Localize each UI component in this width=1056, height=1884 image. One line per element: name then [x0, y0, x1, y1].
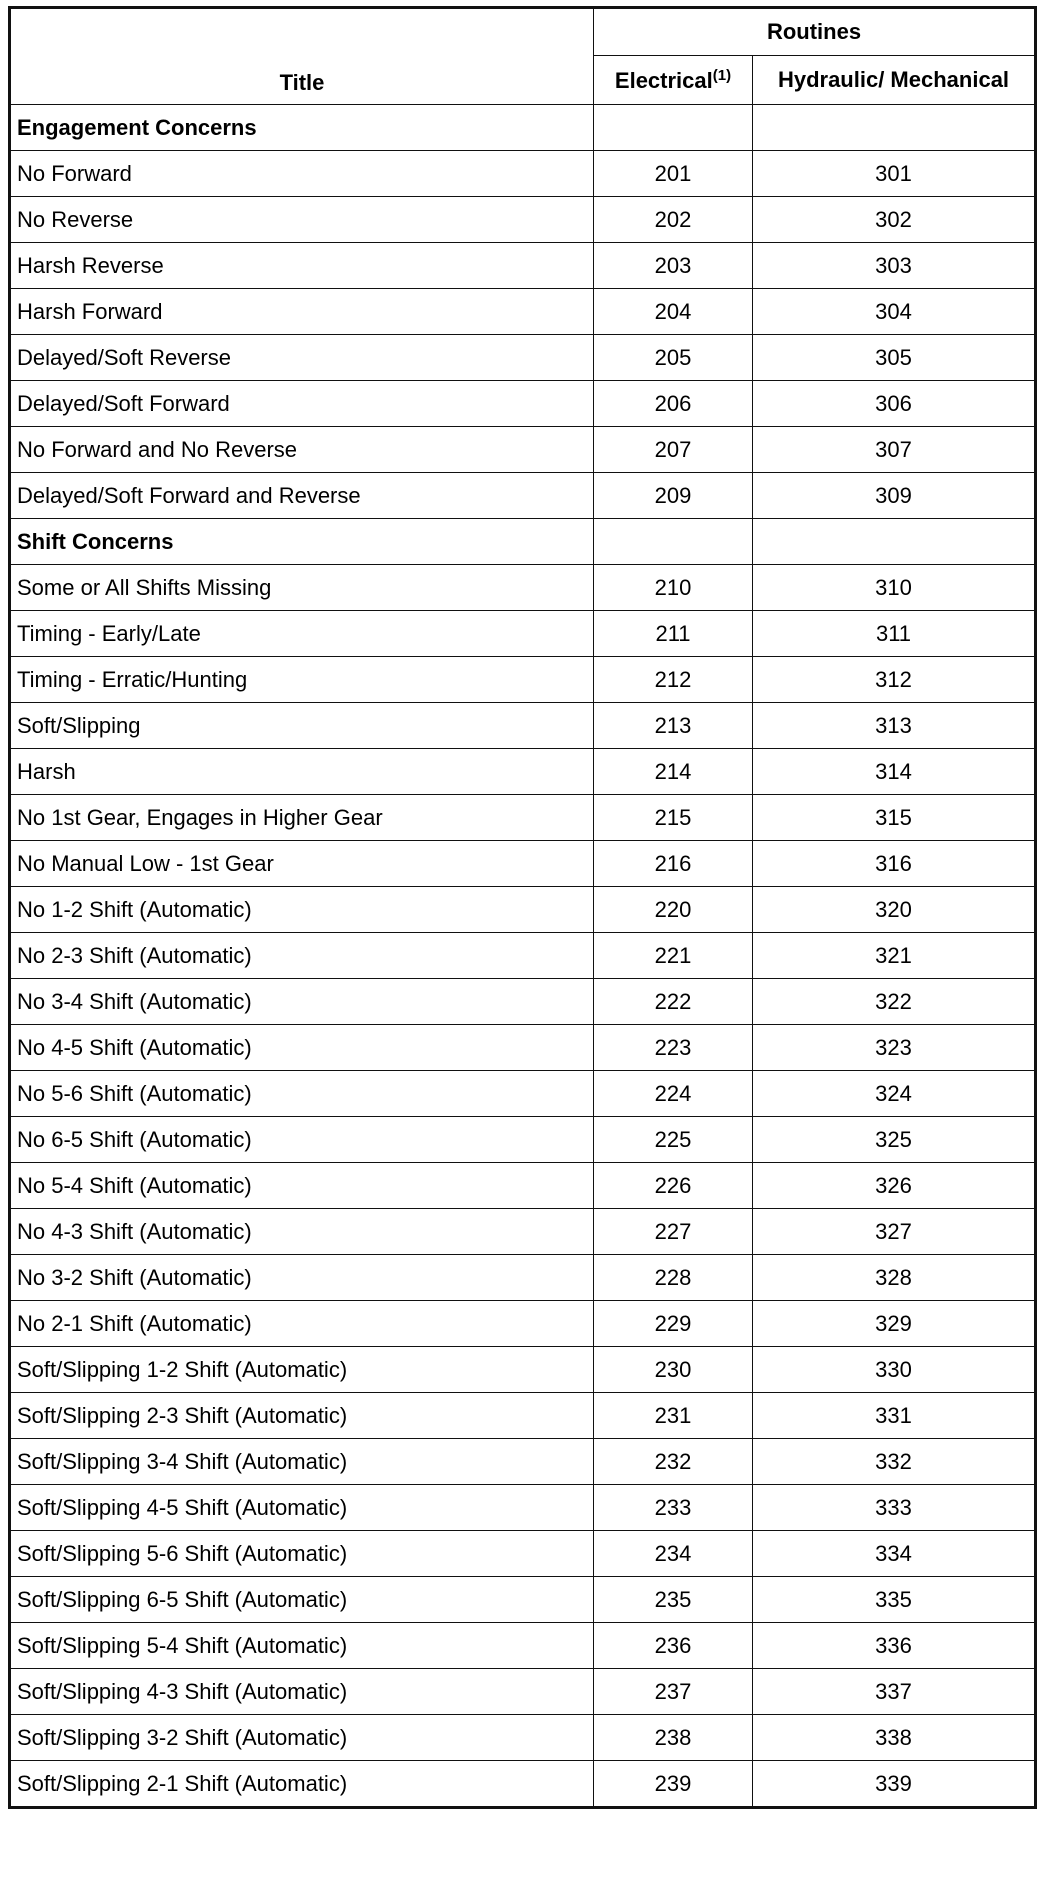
- hydraulic-routine-cell: 323: [753, 1025, 1036, 1071]
- electrical-routine-cell: 209: [594, 473, 753, 519]
- hydraulic-routine-cell: 327: [753, 1209, 1036, 1255]
- table-row: [10, 1577, 1036, 1623]
- title-cell: Soft/Slipping 4-5 Shift (Automatic): [10, 1485, 594, 1531]
- hydraulic-routine-cell: [753, 519, 1036, 565]
- electrical-routine-cell: 237: [594, 1669, 753, 1715]
- title-cell: No Forward and No Reverse: [10, 427, 594, 473]
- title-cell: No Manual Low - 1st Gear: [10, 841, 594, 887]
- title-cell: Some or All Shifts Missing: [10, 565, 594, 611]
- title-cell: Soft/Slipping: [10, 703, 594, 749]
- table-row: [10, 1071, 1036, 1117]
- electrical-routine-cell: 222: [594, 979, 753, 1025]
- table-row: [10, 611, 1036, 657]
- title-cell: No 1-2 Shift (Automatic): [10, 887, 594, 933]
- table-row: [10, 289, 1036, 335]
- electrical-routine-cell: 228: [594, 1255, 753, 1301]
- electrical-routine-cell: 225: [594, 1117, 753, 1163]
- title-cell: Delayed/Soft Reverse: [10, 335, 594, 381]
- electrical-routine-cell: 239: [594, 1761, 753, 1808]
- table-body: [10, 105, 1036, 1808]
- table-row: [10, 795, 1036, 841]
- table-row: [10, 1669, 1036, 1715]
- electrical-routine-cell: [594, 105, 753, 151]
- title-cell: Harsh: [10, 749, 594, 795]
- table-row: [10, 841, 1036, 887]
- table-row: [10, 1025, 1036, 1071]
- hydraulic-routine-cell: 334: [753, 1531, 1036, 1577]
- electrical-footnote-ref: (1): [712, 67, 732, 84]
- table-row: [10, 933, 1036, 979]
- electrical-routine-cell: 212: [594, 657, 753, 703]
- hydraulic-routine-cell: 311: [753, 611, 1036, 657]
- electrical-routine-cell: 202: [594, 197, 753, 243]
- hydraulic-routine-cell: 338: [753, 1715, 1036, 1761]
- table-row: [10, 1163, 1036, 1209]
- hydraulic-routine-cell: 309: [753, 473, 1036, 519]
- title-cell: Soft/Slipping 3-4 Shift (Automatic): [10, 1439, 594, 1485]
- hydraulic-routine-cell: 325: [753, 1117, 1036, 1163]
- title-cell: No 5-6 Shift (Automatic): [10, 1071, 594, 1117]
- electrical-routine-cell: 234: [594, 1531, 753, 1577]
- hydraulic-routine-cell: 310: [753, 565, 1036, 611]
- title-cell: No 2-1 Shift (Automatic): [10, 1301, 594, 1347]
- hydraulic-routine-cell: 302: [753, 197, 1036, 243]
- electrical-routine-cell: 207: [594, 427, 753, 473]
- hydraulic-routine-cell: [753, 105, 1036, 151]
- title-cell: Engagement Concerns: [10, 105, 594, 151]
- title-cell: Harsh Reverse: [10, 243, 594, 289]
- title-cell: Delayed/Soft Forward: [10, 381, 594, 427]
- table-row: [10, 565, 1036, 611]
- table-row: [10, 887, 1036, 933]
- table-row: [10, 1531, 1036, 1577]
- hydraulic-routine-cell: 322: [753, 979, 1036, 1025]
- table-row: [10, 1715, 1036, 1761]
- electrical-routine-cell: 203: [594, 243, 753, 289]
- routines-table-container: [8, 6, 1037, 1809]
- table-row: [10, 243, 1036, 289]
- table-row: [10, 197, 1036, 243]
- electrical-routine-cell: 211: [594, 611, 753, 657]
- routines-column-header: Routines: [594, 8, 1036, 56]
- title-cell: No 2-3 Shift (Automatic): [10, 933, 594, 979]
- table-row: [10, 1347, 1036, 1393]
- electrical-routine-cell: 236: [594, 1623, 753, 1669]
- title-cell: No 1st Gear, Engages in Higher Gear: [10, 795, 594, 841]
- section-header-row: [10, 105, 1036, 151]
- title-column-header: Title: [10, 8, 594, 105]
- title-cell: No 4-3 Shift (Automatic): [10, 1209, 594, 1255]
- electrical-routine-cell: [594, 519, 753, 565]
- hydraulic-routine-cell: 314: [753, 749, 1036, 795]
- table-row: [10, 1761, 1036, 1808]
- table-row: [10, 1439, 1036, 1485]
- title-cell: No 3-4 Shift (Automatic): [10, 979, 594, 1025]
- electrical-routine-cell: 215: [594, 795, 753, 841]
- title-cell: Timing - Early/Late: [10, 611, 594, 657]
- title-cell: Shift Concerns: [10, 519, 594, 565]
- hydraulic-routine-cell: 324: [753, 1071, 1036, 1117]
- title-cell: Timing - Erratic/Hunting: [10, 657, 594, 703]
- electrical-routine-cell: 226: [594, 1163, 753, 1209]
- hydraulic-routine-cell: 337: [753, 1669, 1036, 1715]
- table-row: [10, 1209, 1036, 1255]
- title-cell: Soft/Slipping 3-2 Shift (Automatic): [10, 1715, 594, 1761]
- hydraulic-routine-cell: 304: [753, 289, 1036, 335]
- electrical-routine-cell: 232: [594, 1439, 753, 1485]
- electrical-header-label: Electrical: [614, 68, 713, 93]
- title-cell: No 6-5 Shift (Automatic): [10, 1117, 594, 1163]
- table-row: [10, 979, 1036, 1025]
- title-cell: Soft/Slipping 4-3 Shift (Automatic): [10, 1669, 594, 1715]
- hydraulic-routine-cell: 301: [753, 151, 1036, 197]
- title-cell: No 3-2 Shift (Automatic): [10, 1255, 594, 1301]
- title-cell: No 5-4 Shift (Automatic): [10, 1163, 594, 1209]
- hydraulic-routine-cell: 332: [753, 1439, 1036, 1485]
- hydraulic-routine-cell: 313: [753, 703, 1036, 749]
- title-cell: Harsh Forward: [10, 289, 594, 335]
- hydraulic-routine-cell: 339: [753, 1761, 1036, 1808]
- electrical-routine-cell: 238: [594, 1715, 753, 1761]
- hydraulic-routine-cell: 306: [753, 381, 1036, 427]
- table-row: [10, 703, 1036, 749]
- electrical-routine-cell: 210: [594, 565, 753, 611]
- table-row: [10, 1485, 1036, 1531]
- electrical-routine-cell: 233: [594, 1485, 753, 1531]
- title-cell: Delayed/Soft Forward and Reverse: [10, 473, 594, 519]
- hydraulic-routine-cell: 307: [753, 427, 1036, 473]
- electrical-routine-cell: 221: [594, 933, 753, 979]
- hydraulic-mechanical-column-header: Hydraulic/ Mechanical: [753, 56, 1036, 105]
- electrical-routine-cell: 214: [594, 749, 753, 795]
- routines-table: [8, 6, 1037, 1809]
- table-row: [10, 427, 1036, 473]
- table-header: [10, 8, 1036, 105]
- electrical-routine-cell: 223: [594, 1025, 753, 1071]
- hydraulic-routine-cell: 328: [753, 1255, 1036, 1301]
- electrical-routine-cell: 224: [594, 1071, 753, 1117]
- electrical-routine-cell: 220: [594, 887, 753, 933]
- electrical-routine-cell: 205: [594, 335, 753, 381]
- table-row: [10, 381, 1036, 427]
- table-row: [10, 1393, 1036, 1439]
- hydraulic-routine-cell: 315: [753, 795, 1036, 841]
- electrical-routine-cell: 229: [594, 1301, 753, 1347]
- hydraulic-routine-cell: 326: [753, 1163, 1036, 1209]
- hydraulic-routine-cell: 331: [753, 1393, 1036, 1439]
- hydraulic-routine-cell: 320: [753, 887, 1036, 933]
- title-cell: Soft/Slipping 1-2 Shift (Automatic): [10, 1347, 594, 1393]
- hydraulic-routine-cell: 336: [753, 1623, 1036, 1669]
- hydraulic-routine-cell: 305: [753, 335, 1036, 381]
- table-row: [10, 1255, 1036, 1301]
- table-row: [10, 1623, 1036, 1669]
- electrical-routine-cell: 206: [594, 381, 753, 427]
- title-cell: Soft/Slipping 6-5 Shift (Automatic): [10, 1577, 594, 1623]
- table-row: [10, 151, 1036, 197]
- hydraulic-routine-cell: 312: [753, 657, 1036, 703]
- electrical-routine-cell: 231: [594, 1393, 753, 1439]
- hydraulic-routine-cell: 333: [753, 1485, 1036, 1531]
- electrical-routine-cell: 201: [594, 151, 753, 197]
- hydraulic-routine-cell: 330: [753, 1347, 1036, 1393]
- hydraulic-routine-cell: 335: [753, 1577, 1036, 1623]
- electrical-routine-cell: 235: [594, 1577, 753, 1623]
- title-cell: Soft/Slipping 2-3 Shift (Automatic): [10, 1393, 594, 1439]
- table-row: [10, 749, 1036, 795]
- title-cell: No Reverse: [10, 197, 594, 243]
- title-cell: No Forward: [10, 151, 594, 197]
- table-row: [10, 335, 1036, 381]
- electrical-column-header: [594, 56, 753, 105]
- electrical-routine-cell: 230: [594, 1347, 753, 1393]
- title-cell: Soft/Slipping 5-4 Shift (Automatic): [10, 1623, 594, 1669]
- table-row: [10, 473, 1036, 519]
- hydraulic-routine-cell: 316: [753, 841, 1036, 887]
- electrical-routine-cell: 216: [594, 841, 753, 887]
- title-cell: No 4-5 Shift (Automatic): [10, 1025, 594, 1071]
- hydraulic-routine-cell: 329: [753, 1301, 1036, 1347]
- table-row: [10, 1117, 1036, 1163]
- table-row: [10, 1301, 1036, 1347]
- electrical-routine-cell: 213: [594, 703, 753, 749]
- section-header-row: [10, 519, 1036, 565]
- electrical-routine-cell: 227: [594, 1209, 753, 1255]
- table-row: [10, 657, 1036, 703]
- hydraulic-routine-cell: 321: [753, 933, 1036, 979]
- title-cell: Soft/Slipping 5-6 Shift (Automatic): [10, 1531, 594, 1577]
- title-cell: Soft/Slipping 2-1 Shift (Automatic): [10, 1761, 594, 1808]
- electrical-routine-cell: 204: [594, 289, 753, 335]
- hydraulic-routine-cell: 303: [753, 243, 1036, 289]
